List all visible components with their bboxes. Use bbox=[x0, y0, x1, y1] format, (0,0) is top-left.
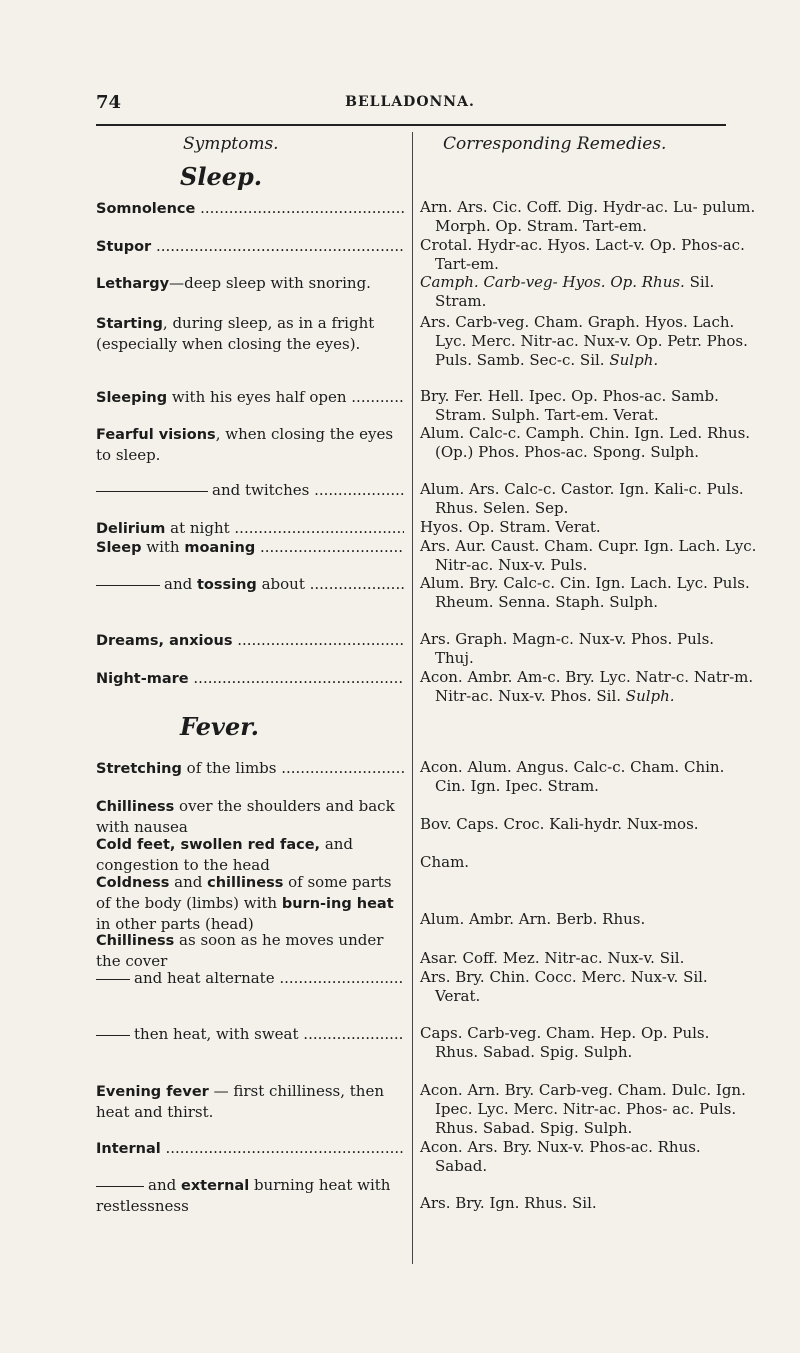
symptom-row: Sleeping with his eyes half open ..... bbox=[96, 387, 404, 408]
symptom-row: Chilliness over the shoulders and back with nausea bbox=[96, 797, 395, 836]
symptom-row: Fearful visions, when closing the eyes to sleep. bbox=[96, 425, 394, 464]
remedy-entry: Alum. Calc-c. Camph. Chin. Ign. Led. Rhus. (Op.) Phos. Phos-ac. Spong. Sulph. bbox=[420, 424, 751, 461]
symptom-row: and external burning heat with restlessness bbox=[96, 1176, 391, 1215]
remedy-entry: Ars. Bry. Ign. Rhus. Sil. bbox=[420, 1194, 597, 1212]
remedy-entry: Crotal. Hydr-ac. Hyos. Lact-v. Op. Phos-ac. Tart-em. bbox=[420, 236, 745, 273]
symptom-row: Delirium at night ..... bbox=[96, 518, 404, 539]
remedy-entry: Ars. Graph. Magn-c. Nux-v. Phos. Puls. Thuj. bbox=[420, 630, 715, 667]
remedy-entry: Acon. Ambr. Am-c. Bry. Lyc. Natr-c. Natr-m. Nitr-ac. Nux-v. Phos. Sil. Sulph. bbox=[420, 668, 754, 705]
column-divider bbox=[412, 132, 413, 1264]
ditto-dash bbox=[96, 979, 130, 980]
remedy-entry: Cham. bbox=[420, 853, 470, 871]
ditto-dash bbox=[96, 1186, 144, 1187]
remedy-entry: Ars. Bry. Chin. Cocc. Merc. Nux-v. Sil. Verat. bbox=[420, 968, 708, 1005]
remedy-entry: Alum. Bry. Calc-c. Cin. Ign. Lach. Lyc. Puls. Rheum. Senna. Staph. Sulph. bbox=[420, 574, 750, 611]
symptom-row: Stupor ..... bbox=[96, 236, 404, 257]
remedy-entry: Ars. Carb-veg. Cham. Graph. Hyos. Lach. Lyc. Merc. Nitr-ac. Nux-v. Op. Petr. Phos. Puls. Samb. Sec-c. Sil. Sulph. bbox=[420, 313, 748, 369]
symptom-row: and twitches ..... bbox=[96, 480, 404, 500]
ditto-dash bbox=[96, 1035, 130, 1036]
symptom-row: Cold feet, swollen red face, and congestion to the head bbox=[96, 835, 354, 874]
section-heading-sleep: Sleep. bbox=[180, 162, 263, 191]
remedy-entry: Hyos. Op. Stram. Verat. bbox=[420, 518, 601, 536]
remedy-entry: Alum. Ars. Calc-c. Castor. Ign. Kali-c. Puls. Rhus. Selen. Sep. bbox=[420, 480, 744, 517]
remedy-entry: Alum. Ambr. Arn. Berb. Rhus. bbox=[420, 910, 646, 928]
symptom-row: Stretching of the limbs ..... bbox=[96, 758, 404, 779]
symptom-row: Sleep with moaning ..... bbox=[96, 537, 404, 558]
symptom-row: Chilliness as soon as he moves under the cover bbox=[96, 931, 384, 970]
remedy-entry: Asar. Coff. Mez. Nitr-ac. Nux-v. Sil. bbox=[420, 949, 685, 967]
running-title: BELLADONNA. bbox=[345, 94, 475, 110]
remedy-entry: Acon. Arn. Bry. Carb-veg. Cham. Dulc. Ign. Ipec. Lyc. Merc. Nitr-ac. Phos- ac. Puls. Rhus. Sabad. Spig. Sulph. bbox=[420, 1081, 746, 1137]
symptom-row: Coldness and chilliness of some parts of the body (limbs) with burn-ing heat in other parts (head) bbox=[96, 873, 394, 933]
remedy-entry: Camph. Carb-veg- Hyos. Op. Rhus. Sil. Stram. bbox=[420, 273, 715, 310]
remedy-entry: Arn. Ars. Cic. Coff. Dig. Hydr-ac. Lu- pulum. Morph. Op. Stram. Tart-em. bbox=[420, 198, 756, 235]
page-header bbox=[96, 92, 724, 118]
remedies-column-heading: Corresponding Remedies. bbox=[443, 134, 667, 154]
symptom-row: and tossing about ..... bbox=[96, 574, 404, 595]
page-number: 74 bbox=[96, 92, 122, 113]
symptom-row: Internal ..... bbox=[96, 1138, 404, 1159]
symptom-row: and heat alternate ..... bbox=[96, 968, 404, 988]
remedy-entry: Caps. Carb-veg. Cham. Hep. Op. Puls. Rhus. Sabad. Spig. Sulph. bbox=[420, 1024, 710, 1061]
symptoms-column-heading: Symptoms. bbox=[183, 134, 279, 154]
remedy-entry: Bov. Caps. Croc. Kali-hydr. Nux-mos. bbox=[420, 815, 699, 833]
remedy-entry: Acon. Ars. Bry. Nux-v. Phos-ac. Rhus. Sabad. bbox=[420, 1138, 701, 1175]
remedy-entry: Ars. Aur. Caust. Cham. Cupr. Ign. Lach. Lyc. Nitr-ac. Nux-v. Puls. bbox=[420, 537, 757, 574]
remedy-entry: Acon. Alum. Angus. Calc-c. Cham. Chin. Cin. Ign. Ipec. Stram. bbox=[420, 758, 725, 795]
symptom-row: Somnolence ..... bbox=[96, 198, 404, 219]
symptom-row: Lethargy—deep sleep with snoring. bbox=[96, 274, 371, 292]
ditto-dash bbox=[96, 585, 160, 586]
section-heading-fever: Fever. bbox=[180, 712, 260, 741]
header-rule bbox=[96, 124, 726, 126]
symptom-row: Dreams, anxious ..... bbox=[96, 630, 404, 651]
remedy-entry: Bry. Fer. Hell. Ipec. Op. Phos-ac. Samb. Stram. Sulph. Tart-em. Verat. bbox=[420, 387, 719, 424]
symptom-row: Evening fever — first chilliness, then heat and thirst. bbox=[96, 1082, 384, 1121]
symptom-row: Night-mare ..... bbox=[96, 668, 404, 689]
symptom-row: then heat, with sweat ..... bbox=[96, 1024, 404, 1044]
ditto-dash bbox=[96, 491, 208, 492]
symptom-row: Starting, during sleep, as in a fright (especially when closing the eyes). bbox=[96, 314, 375, 353]
